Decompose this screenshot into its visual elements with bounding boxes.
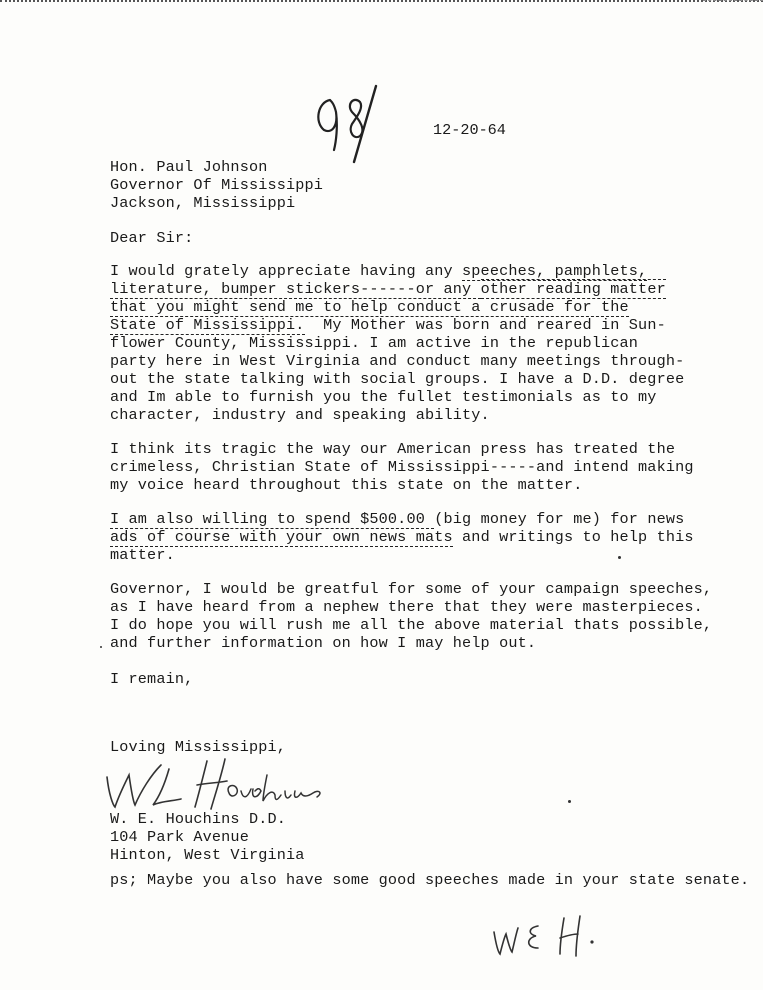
- para2-line-1: I think its tragic the way our American press has treated the: [110, 440, 676, 458]
- para1-line-7: out the state talking with social groups. I have a D.D. degree: [110, 370, 685, 388]
- para3-line-2-b: and writings to help this: [452, 528, 694, 546]
- paper-speck: [568, 800, 571, 803]
- handwritten-initials: [488, 912, 608, 962]
- para2-line-3: my voice heard throughout this state on the matter.: [110, 476, 583, 494]
- closing-loving: Loving Mississippi,: [110, 738, 287, 756]
- sender-line-3: Hinton, West Virginia: [110, 846, 305, 864]
- page-top-edge-right: [703, 0, 763, 7]
- para4-line-1: Governor, I would be greatful for some of your campaign speeches,: [110, 580, 713, 598]
- para1-line-2-b: other reading matter: [480, 280, 666, 298]
- para1-line-5: flower County, Mississippi. I am active in the republican: [110, 334, 639, 352]
- para2-line-2: crimeless, Christian State of Mississippi-----and intend making: [110, 458, 694, 476]
- para4-line-2: as I have heard from a nephew there that they were masterpieces.: [110, 598, 703, 616]
- para4-line-4: and further information on how I may help out.: [110, 634, 537, 652]
- recipient-line-2: Governor Of Mississippi: [110, 176, 324, 194]
- salutation: Dear Sir:: [110, 229, 194, 247]
- para1-line-1-a: I would grately appreciate having any: [110, 262, 463, 280]
- para1-line-2-a: literature, bumper stickers------or any: [110, 280, 481, 298]
- para1-line-2: [110, 280, 666, 298]
- closing-remain: I remain,: [110, 670, 194, 688]
- para1-line-3: [110, 298, 629, 316]
- handwritten-file-number: [308, 82, 398, 167]
- para1-line-9: character, industry and speaking ability.: [110, 406, 490, 424]
- para1-line-8: and Im able to furnish you the fullet testimonials as to my: [110, 388, 657, 406]
- para1-line-4-a: State of Mississippi.: [110, 316, 305, 334]
- postscript: ps; Maybe you also have some good speeches made in your state senate.: [110, 871, 750, 889]
- para1-line-1: [110, 262, 647, 280]
- sender-line-2: 104 Park Avenue: [110, 828, 249, 846]
- para4-line-3: I do hope you will rush me all the above material thats possible,: [110, 616, 713, 634]
- recipient-line-3: Jackson, Mississippi: [110, 194, 296, 212]
- paper-speck: [618, 556, 621, 559]
- para1-line-4: [110, 316, 666, 334]
- para3-line-2-a: ads of course with your own news mats: [110, 528, 453, 546]
- para1-line-6: party here in West Virginia and conduct many meetings through-: [110, 352, 685, 370]
- para1-line-1-b: speeches, pamphlets,: [462, 262, 648, 280]
- para1-line-4-b: My Mother was born and reared in Sun-: [304, 316, 666, 334]
- para3-line-2: [110, 528, 694, 546]
- para3-line-1-a: I am also willing to spend $500.00: [110, 510, 435, 528]
- para3-line-1-b: (big money for me) for news: [434, 510, 685, 528]
- handwritten-signature: [95, 755, 365, 815]
- paper-speck: [100, 646, 102, 648]
- sender-line-1: W. E. Houchins D.D.: [110, 810, 287, 828]
- para3-line-3: matter.: [110, 546, 175, 564]
- recipient-line-1: Hon. Paul Johnson: [110, 158, 268, 176]
- para3-line-1: [110, 510, 684, 528]
- letter-date: 12-20-64: [433, 121, 506, 139]
- para1-line-3-text: that you might send me to help conduct a crusade for the: [110, 298, 629, 316]
- page-top-edge: [0, 0, 763, 6]
